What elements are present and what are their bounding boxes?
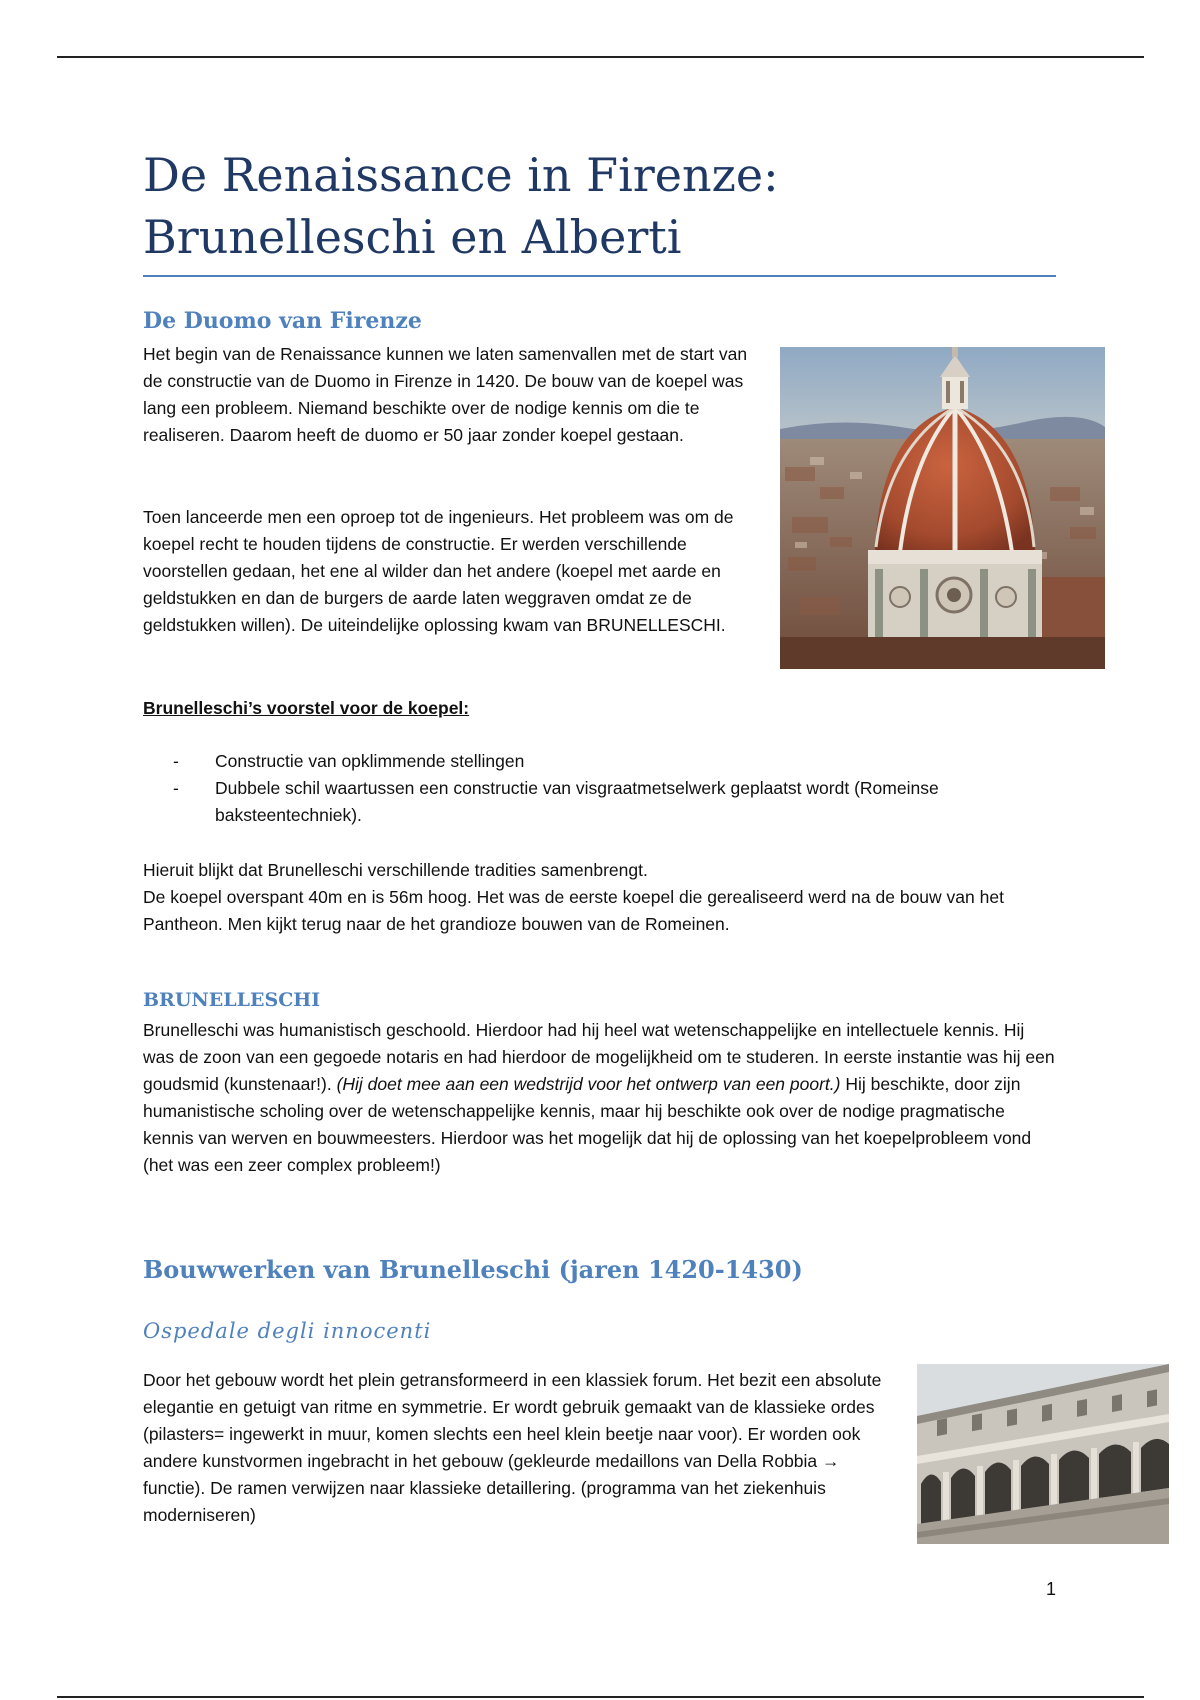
heading-bouwwerken: Bouwwerken van Brunelleschi (jaren 1420-1430) (143, 1255, 803, 1284)
brunelleschi-proposal-subheading: Brunelleschi’s voorstel voor de koepel: (143, 698, 470, 718)
traditions-line: Hieruit blijkt dat Brunelleschi verschillende tradities samenbrengt. (143, 860, 648, 880)
ospedale-paragraph: Door het gebouw wordt het plein getransformeerd in een klassiek forum. Het bezit een absolute elegantie en getuigt van ritme en symmetrie. Er wordt gebruik gemaakt van de klassieke ordes (pilasters= ingewerkt in muur, komen slechts een heel klein beetje naar voor). Er worden ook andere kunstvormen ingebracht in het gebouw (gekleurde medaillons van Della Robbia → functie). De ramen verwijzen naar klassieke detaillering. (programma van het ziekenhuis moderniseren) (143, 1370, 882, 1525)
page-title: De Renaissance in Firenze: Brunelleschi en Alberti (143, 148, 779, 264)
title-underline (143, 275, 1056, 277)
list-item-text: Dubbele schil waartussen een constructie van visgraatmetselwerk geplaatst wordt (Romeinse baksteentechniek). (215, 778, 939, 825)
bottom-rule (57, 1696, 1144, 1698)
brunelleschi-text-italic: (Hij doet mee aan een wedstrijd voor het ontwerp van een poort.) (336, 1074, 841, 1094)
list-item (173, 775, 1063, 829)
brunelleschi-text-2: Hij beschikte, door zijn humanistische scholing over de wetenschappelijke kennis, maar hij beschikte ook over de nodige pragmatische kennis van werven en bouwmeesters. Hierdoor was het mogelijk dat hij de oplossing van het koepelprobleem vond (het was een zeer complex probleem!) (143, 1074, 1032, 1175)
top-rule (57, 56, 1144, 58)
list-item (173, 748, 1063, 775)
heading-duomo: De Duomo van Firenze (143, 308, 422, 334)
list-marker: - (173, 778, 179, 798)
duomo-paragraph-2: Toen lanceerde men een oproep tot de ingenieurs. Het probleem was om de koepel recht te houden tijdens de constructie. Er werden verschillende voorstellen gedaan, het ene al wilder dan het andere (koepel met aarde en geldstukken en dan de burgers de aarde laten weggraven omdat ze de geldstukken willen). De uiteindelijke oplossing kwam van BRUNELLESCHI. (143, 507, 734, 635)
dome-dimensions-paragraph: De koepel overspant 40m en is 56m hoog. Het was de eerste koepel die gerealiseerd werd na de bouw van het Pantheon. Men kijkt terug naar de het grandioze bouwen van de Romeinen. (143, 887, 1004, 934)
heading-ospedale: Ospedale degli innocenti (143, 1319, 432, 1343)
brunelleschi-paragraph (143, 1017, 1058, 1179)
heading-brunelleschi: BRUNELLESCHI (143, 989, 321, 1011)
brunelleschi-text-1: Brunelleschi was humanistisch geschoold. Hierdoor had hij heel wat wetenschappelijke en intellectuele kennis. Hij was de zoon van een gegoede notaris en had hierdoor de mogelijkheid om te studeren. In eerste instantie was hij een goudsmid (kunstenaar!). (143, 1020, 1055, 1094)
page-number: 1 (1046, 1579, 1057, 1599)
proposal-list (173, 748, 1063, 829)
duomo-paragraph-1: Het begin van de Renaissance kunnen we laten samenvallen met de start van de constructie van de Duomo in Firenze in 1420. De bouw van de koepel was lang een probleem. Niemand beschikte over de nodige kennis om die te realiseren. Daarom heeft de duomo er 50 jaar zonder koepel gestaan. (143, 344, 748, 445)
list-item-text: Constructie van opklimmende stellingen (215, 751, 525, 771)
list-marker: - (173, 751, 179, 771)
duomo-photo (780, 347, 1105, 669)
ospedale-photo (917, 1364, 1169, 1544)
